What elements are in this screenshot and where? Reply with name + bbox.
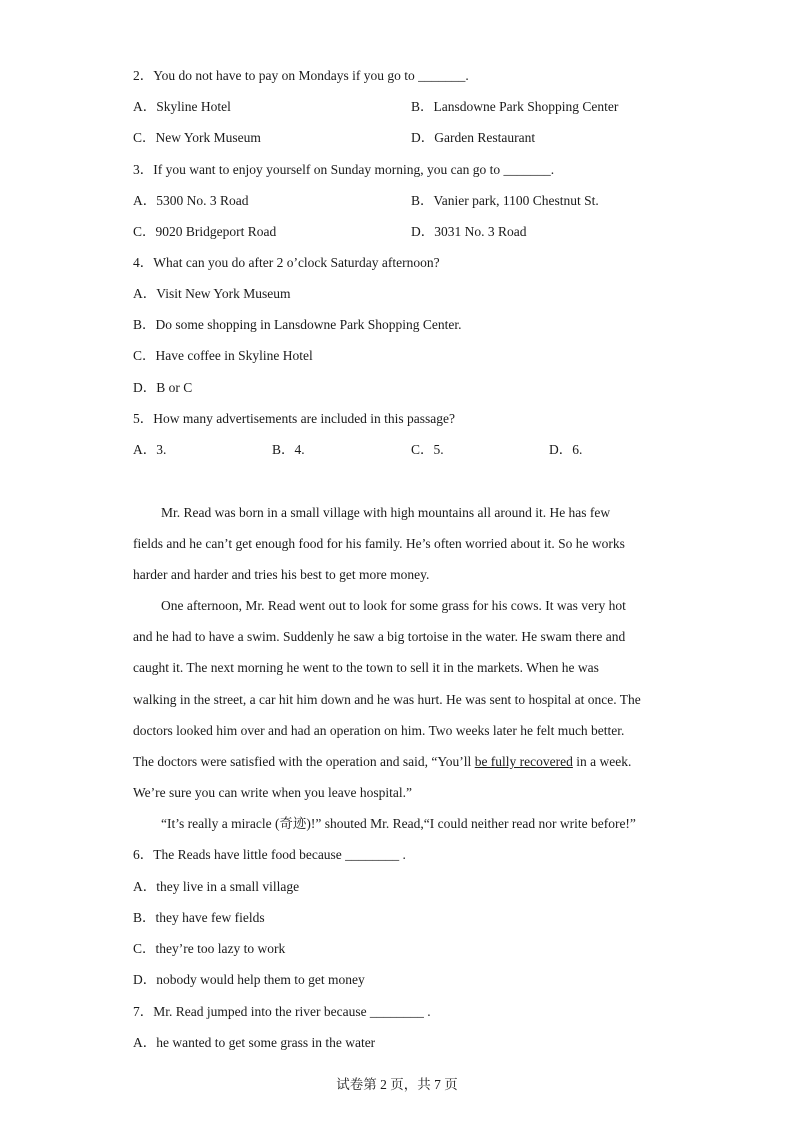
question-3-option-d: D．3031 No. 3 Road — [411, 224, 527, 239]
question-5-option-d: D．6. — [549, 442, 583, 457]
passage-p2-line-5: doctors looked him over and had an operation on him. Two weeks later he felt much better. — [133, 723, 625, 738]
question-4-option-d: D．B or C — [133, 380, 193, 395]
question-5-option-a: A．3. — [133, 442, 167, 457]
underlined-phrase: be fully recovered — [474, 754, 573, 769]
question-4-option-a: A．Visit New York Museum — [133, 286, 291, 301]
question-6-option-c: C．they’re too lazy to work — [133, 941, 286, 956]
question-3-stem: 3．If you want to enjoy yourself on Sunday morning, you can go to _______. — [133, 162, 555, 177]
passage-p1-line-3: harder and harder and tries his best to get more money. — [133, 567, 430, 582]
question-2-option-c: C．New York Museum — [133, 130, 261, 145]
question-7-option-a: A．he wanted to get some grass in the water — [133, 1035, 376, 1050]
page-footer: 试卷第 2 页，共 7 页 — [336, 1077, 458, 1092]
question-4-option-c: C．Have coffee in Skyline Hotel — [133, 348, 313, 363]
passage-p2-line-4: walking in the street, a car hit him down and he was hurt. He was sent to hospital at once. The — [133, 692, 641, 707]
passage-p1-line-2: fields and he can’t get enough food for his family. He’s often worried about it. So he works — [133, 536, 625, 551]
question-6-option-b: B．they have few fields — [133, 910, 265, 925]
question-5-stem: 5．How many advertisements are included in this passage? — [133, 411, 456, 426]
question-7-stem: 7．Mr. Read jumped into the river because ________ . — [133, 1004, 431, 1019]
passage-p2-line-7: We’re sure you can write when you leave hospital.” — [133, 785, 412, 800]
question-4-option-b: B．Do some shopping in Lansdowne Park Shopping Center. — [133, 317, 462, 332]
passage-p2-line-6-pre: The doctors were satisfied with the operation and said, “You’ll — [133, 754, 475, 769]
question-6-stem: 6．The Reads have little food because ________ . — [133, 847, 406, 862]
question-2-stem: 2．You do not have to pay on Mondays if you go to _______. — [133, 68, 469, 83]
passage-p1-line-1: Mr. Read was born in a small village with high mountains all around it. He has few — [161, 505, 611, 520]
question-5-option-c: C．5. — [411, 442, 444, 457]
passage-p2-line-6 — [133, 754, 631, 770]
question-4-stem: 4．What can you do after 2 o’clock Saturday afternoon? — [133, 255, 440, 270]
passage-p3: “It’s really a miracle (奇迹)!” shouted Mr. Read,“I could neither read nor write before!” — [161, 816, 636, 831]
question-5-option-b: B．4. — [272, 442, 305, 457]
passage-p2-line-6-post: in a week. — [572, 754, 632, 769]
question-6-option-d: D．nobody would help them to get money — [133, 972, 365, 987]
question-2-option-d: D．Garden Restaurant — [411, 130, 536, 145]
passage-p2-line-3: caught it. The next morning he went to the town to sell it in the markets. When he was — [133, 660, 599, 675]
question-2-option-b: B．Lansdowne Park Shopping Center — [411, 99, 619, 114]
passage-p2-line-2: and he had to have a swim. Suddenly he saw a big tortoise in the water. He swam there and — [133, 629, 626, 644]
question-3-option-a: A．5300 No. 3 Road — [133, 193, 249, 208]
question-3-option-c: C．9020 Bridgeport Road — [133, 224, 277, 239]
question-2-option-a: A．Skyline Hotel — [133, 99, 231, 114]
question-6-option-a: A．they live in a small village — [133, 879, 300, 894]
question-3-option-b: B．Vanier park, 1100 Chestnut St. — [411, 193, 599, 208]
passage-p2-line-1: One afternoon, Mr. Read went out to look for some grass for his cows. It was very hot — [161, 598, 626, 613]
